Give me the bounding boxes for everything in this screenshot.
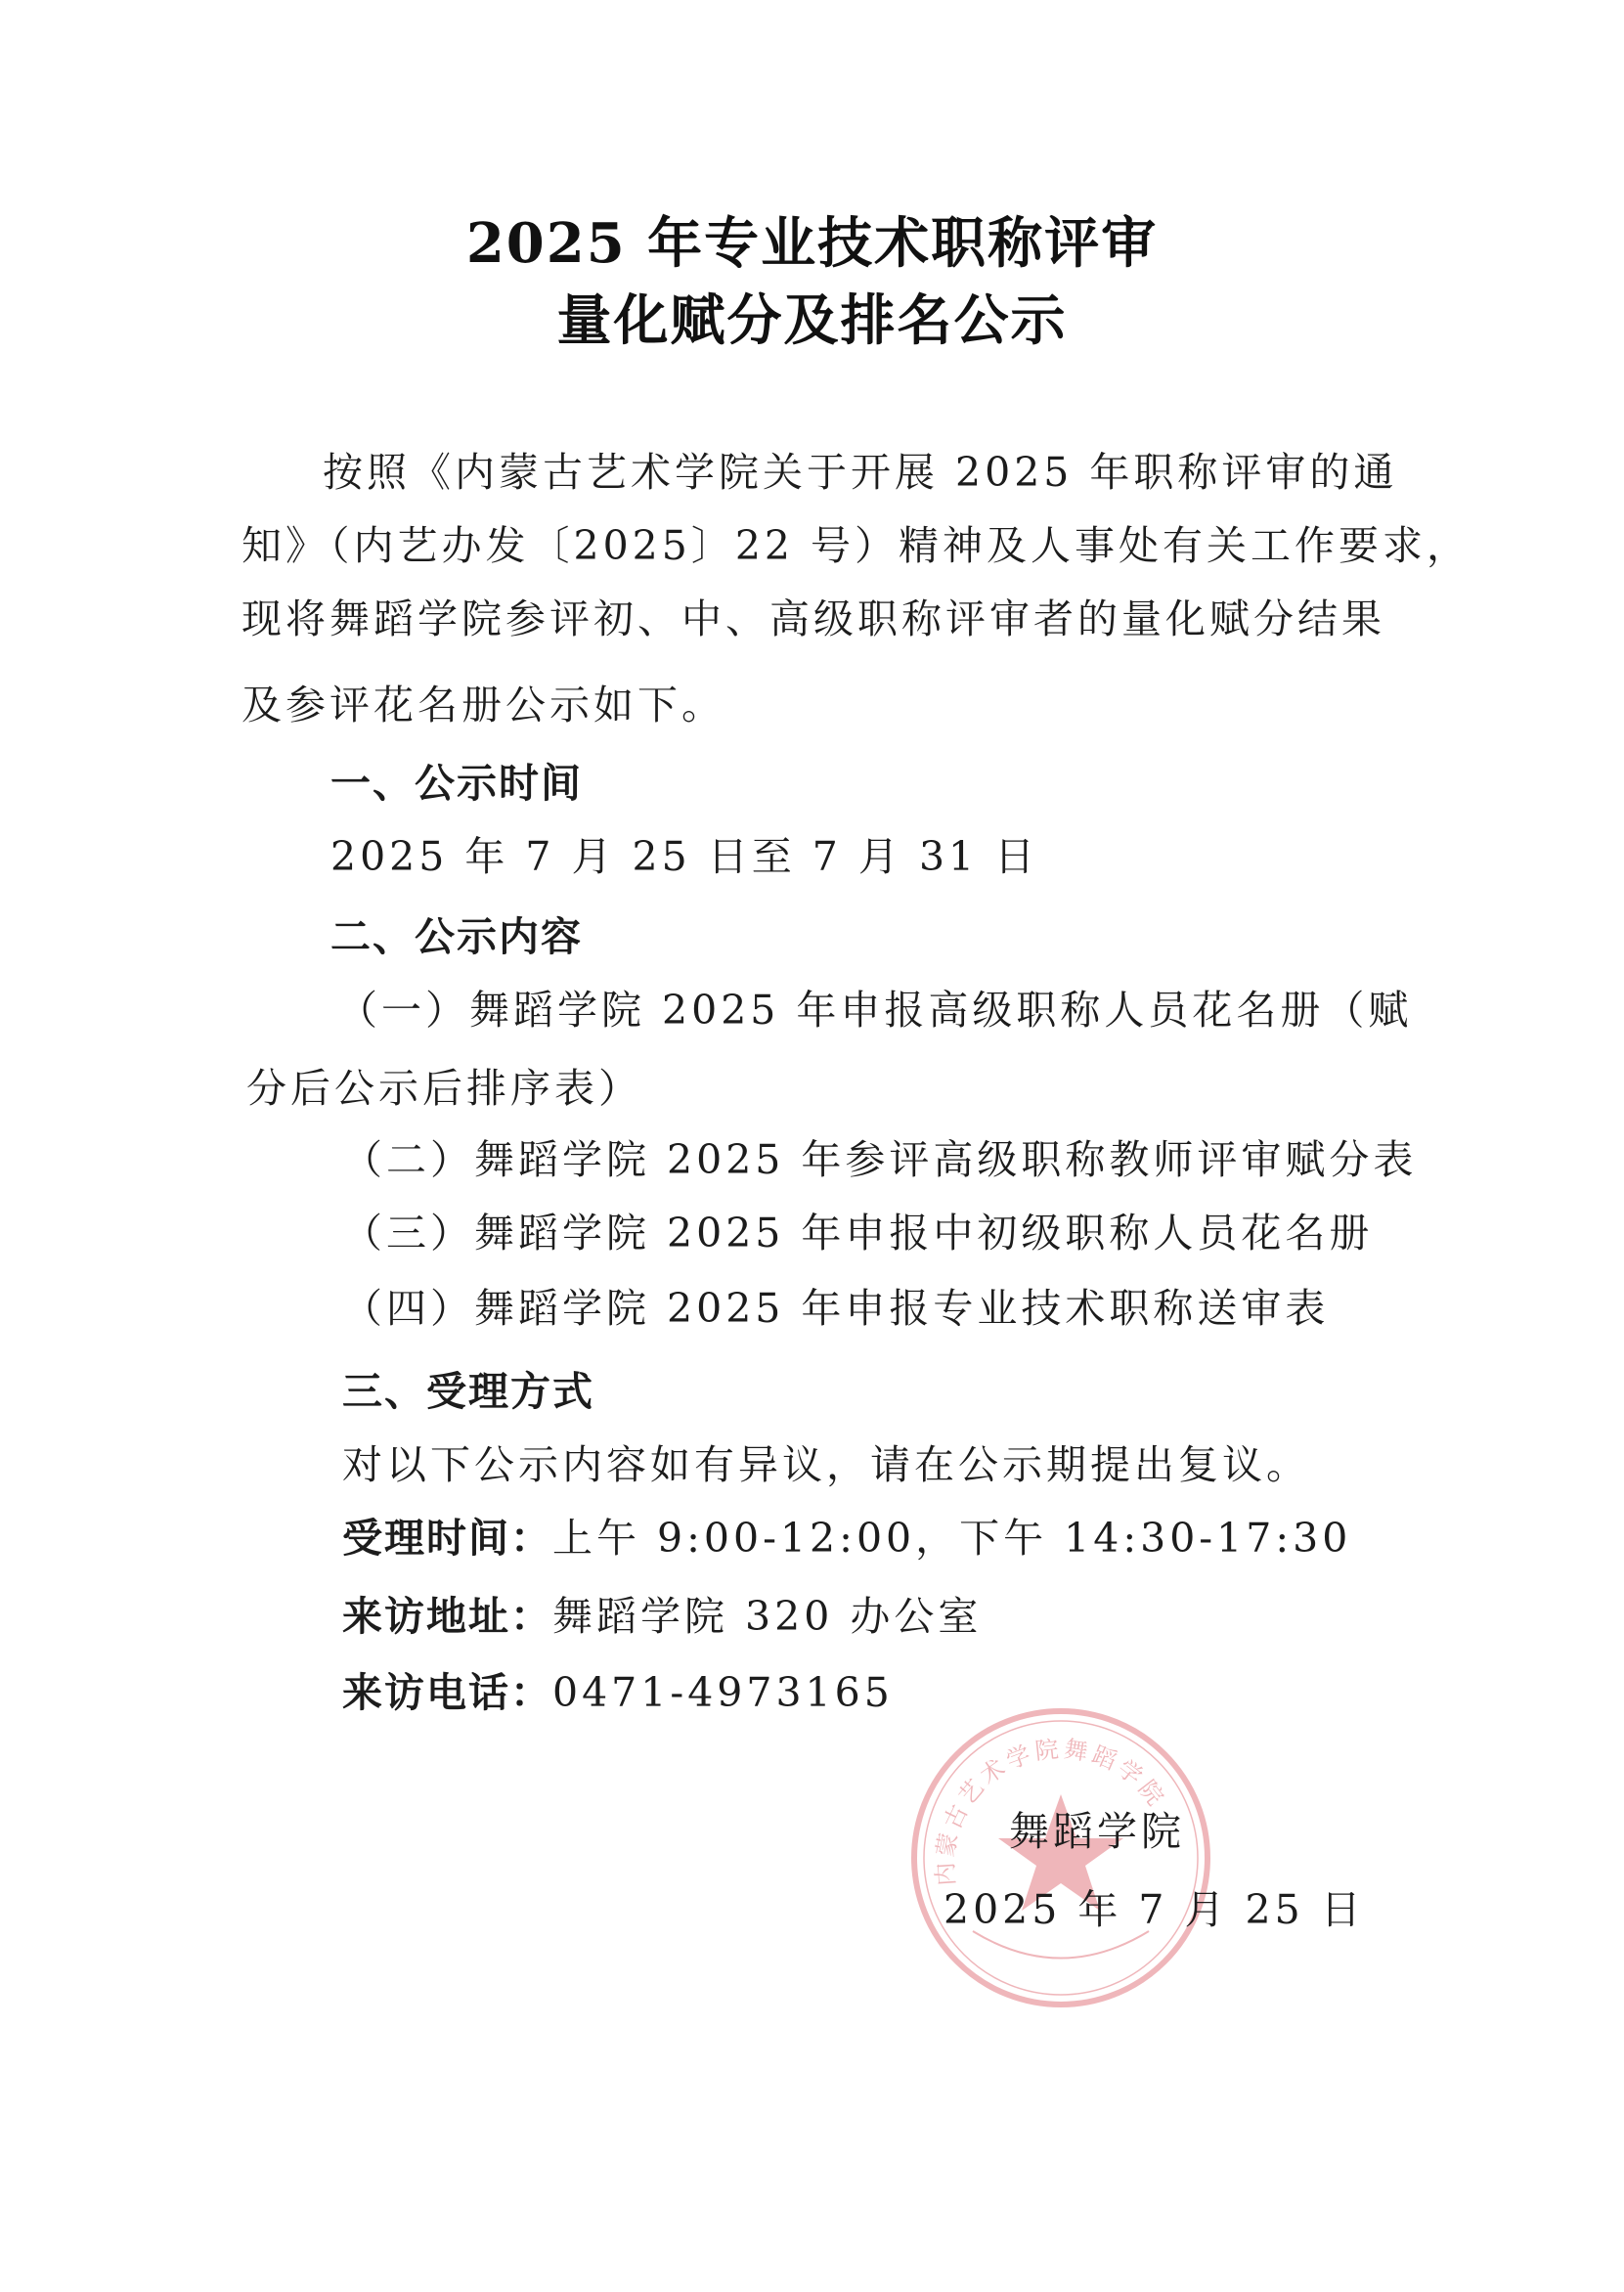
intro-line-1: 按照《内蒙古艺术学院关于开展 2025 年职称评审的通 (323, 449, 1398, 496)
section2-item3: （三）舞蹈学院 2025 年申报中初级职称人员花名册 (342, 1210, 1374, 1256)
seal-text: 内蒙古艺术学院舞蹈学院 (931, 1735, 1172, 1887)
document-title-line2: 量化赋分及排名公示 (556, 288, 1068, 353)
contact-phone-value: 0471-4973165 (552, 1669, 894, 1716)
section1-text: 2025 年 7 月 25 日至 7 月 31 日 (330, 833, 1039, 880)
contact-phone-label: 来访电话： (342, 1669, 552, 1716)
contact-address-value: 舞蹈学院 320 办公室 (552, 1593, 983, 1640)
intro-line-3: 现将舞蹈学院参评初、中、高级职称评审者的量化赋分结果 (241, 595, 1385, 642)
section3-heading: 三、受理方式 (342, 1368, 594, 1415)
contact-time-row (342, 1506, 1351, 1564)
section2-heading: 二、公示内容 (330, 913, 583, 960)
section1-heading: 一、公示时间 (330, 760, 583, 807)
intro-line-4: 及参评花名册公示如下。 (241, 682, 725, 728)
section2-item2: （二）舞蹈学院 2025 年参评高级职称教师评审赋分表 (342, 1136, 1418, 1183)
section2-item1-line1: （一）舞蹈学院 2025 年申报高级职称人员花名册（赋 (337, 987, 1413, 1034)
contact-time-value: 上午 9:00-12:00，下午 14:30-17:30 (552, 1515, 1352, 1562)
intro-line-2: 知》（内艺办发〔2025〕22 号）精神及人事处有关工作要求， (241, 522, 1471, 569)
section3-text: 对以下公示内容如有异议，请在公示期提出复议。 (342, 1441, 1310, 1488)
contact-address-label: 来访地址： (342, 1593, 552, 1640)
section2-item1-line2: 分后公示后排序表） (246, 1065, 642, 1112)
contact-time-label: 受理时间： (342, 1515, 552, 1562)
official-seal-icon (904, 1701, 1217, 2014)
contact-phone-row (342, 1660, 894, 1718)
contact-address-row (342, 1584, 982, 1642)
signature-org: 舞蹈学院 (1009, 1808, 1185, 1855)
section2-item4: （四）舞蹈学院 2025 年申报专业技术职称送审表 (342, 1285, 1330, 1332)
document-title-line1: 2025 年专业技术职称评审 (465, 211, 1159, 276)
signature-date: 2025 年 7 月 25 日 (944, 1886, 1365, 1933)
